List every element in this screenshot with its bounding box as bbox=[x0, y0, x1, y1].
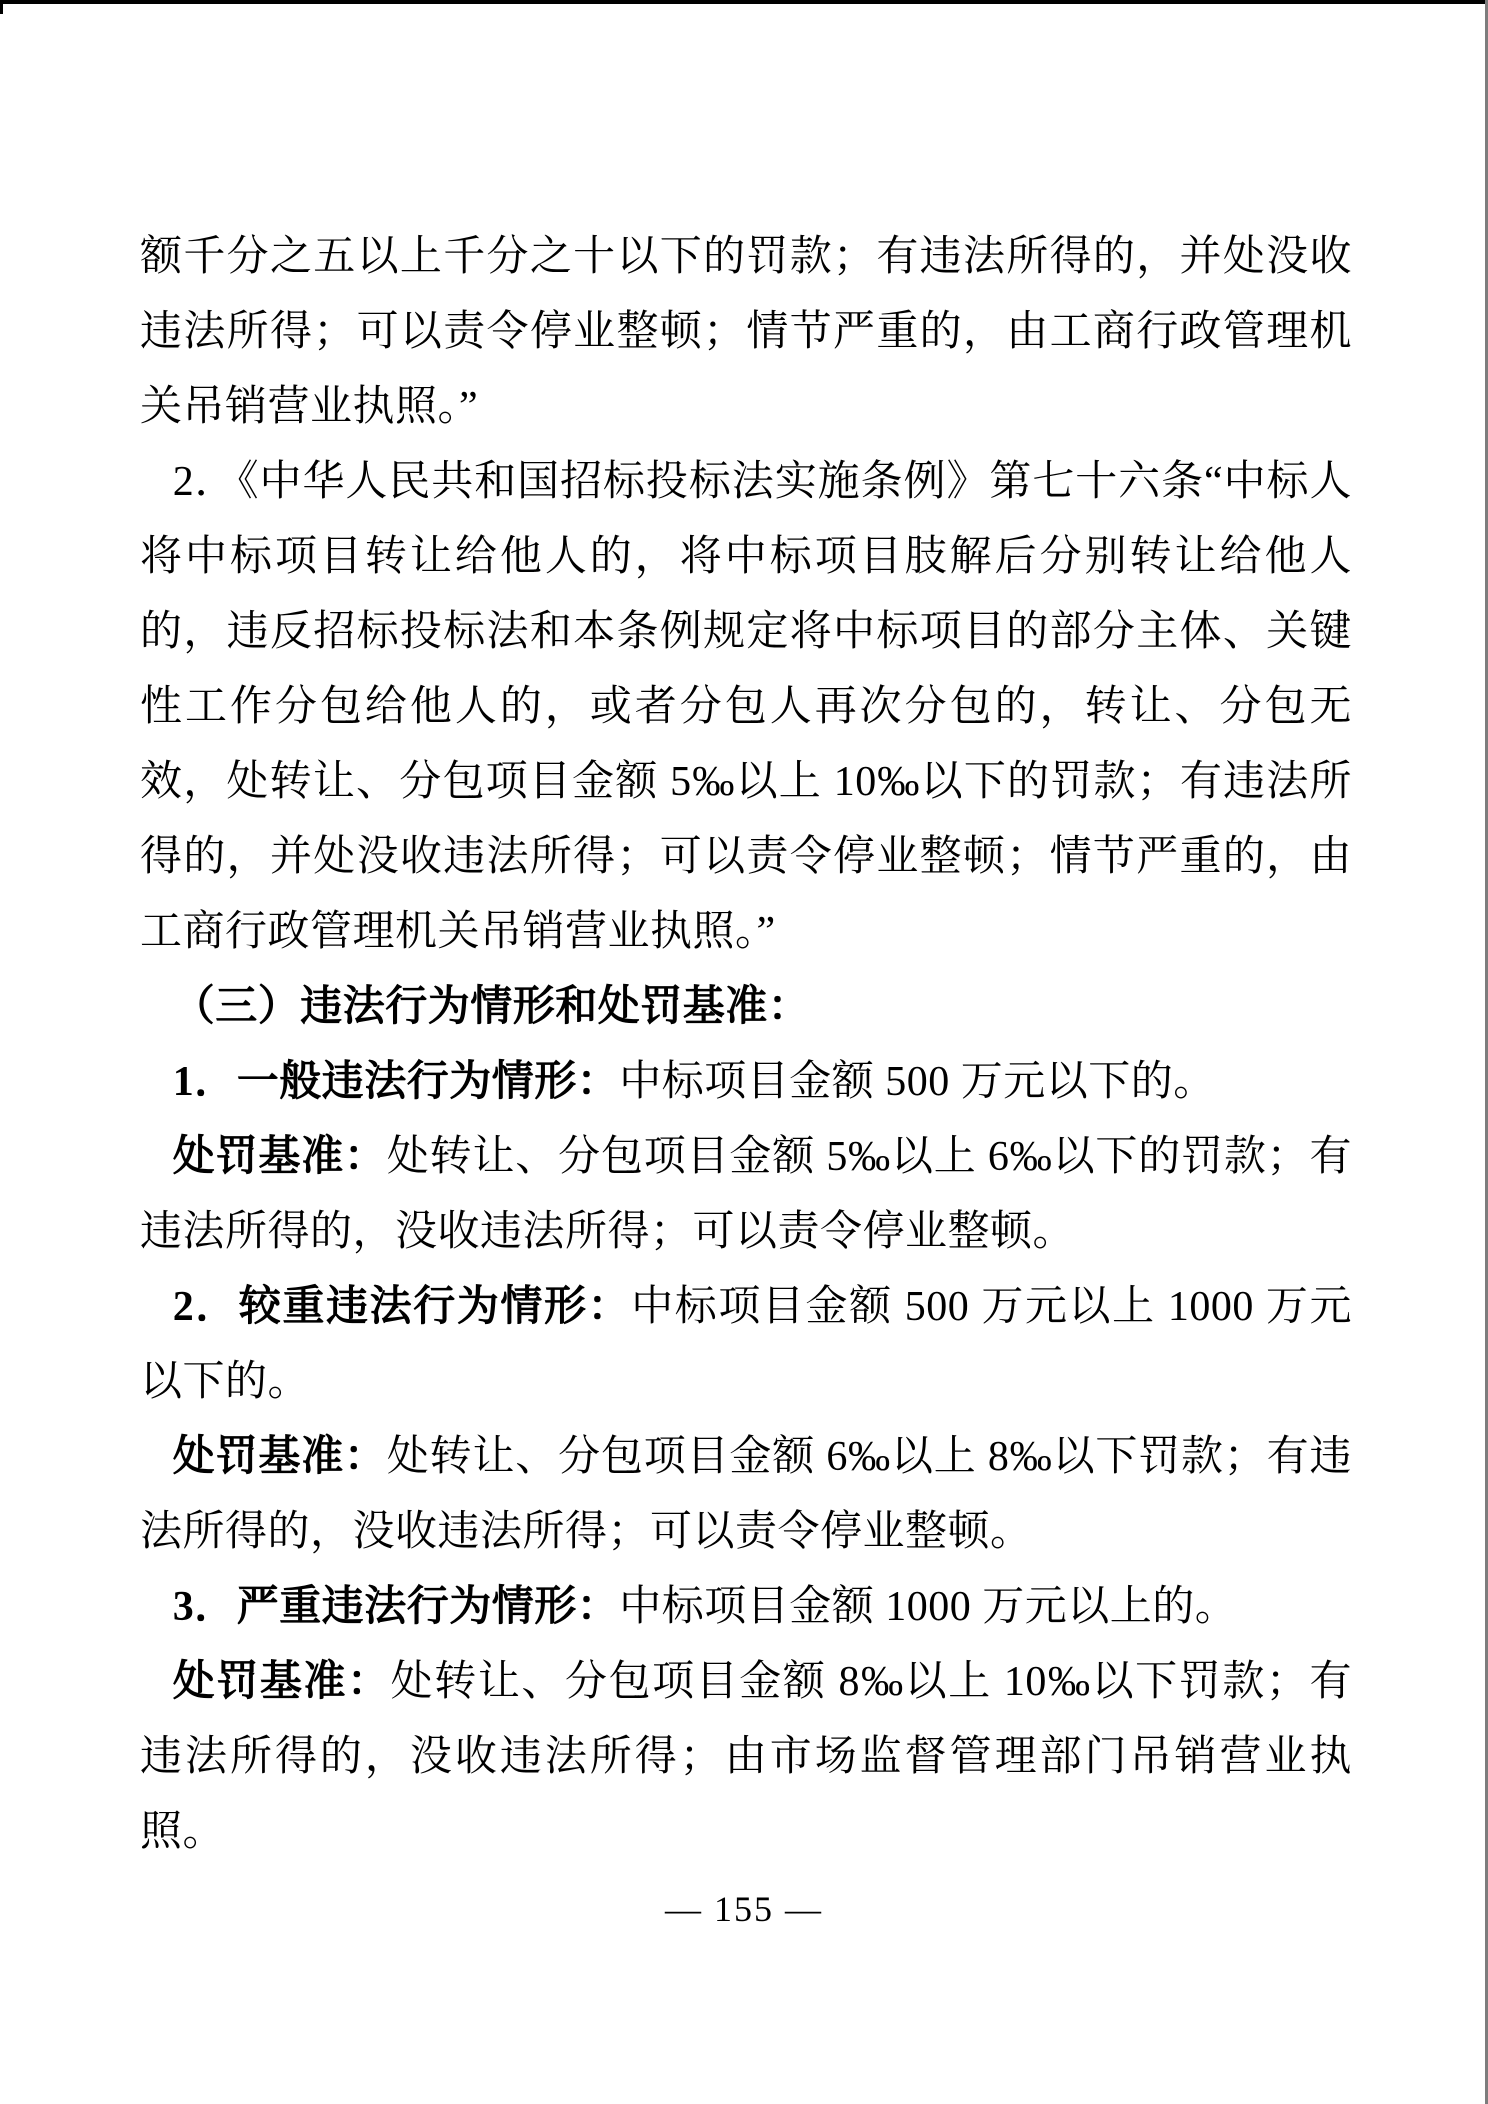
paragraph-text: 中标项目金额 500 万元以下的。 bbox=[619, 1059, 1216, 1105]
paragraph-item-3 bbox=[140, 1570, 1352, 1645]
paragraph-penalty-2 bbox=[140, 1420, 1352, 1570]
item-label: 处罚基准： bbox=[172, 1434, 387, 1480]
item-label: 1．一般违法行为情形： bbox=[172, 1059, 620, 1105]
paragraph-item-2 bbox=[140, 1270, 1352, 1420]
paragraph-penalty-1 bbox=[140, 1120, 1352, 1270]
paragraph-text: 处转让、分包项目金额 6‰以上 8‰以下罚款；有违法所得的，没收违法所得；可以责令停业整顿。 bbox=[140, 1434, 1352, 1555]
page-number-text: — 155 — bbox=[665, 1889, 823, 1929]
item-label: 处罚基准： bbox=[172, 1659, 391, 1705]
paragraph-text: 中标项目金额 500 万元以上 1000 万元以下的。 bbox=[140, 1284, 1352, 1405]
paragraph-text: 中标项目金额 1000 万元以上的。 bbox=[619, 1584, 1238, 1630]
item-label: 3．严重违法行为情形： bbox=[172, 1584, 620, 1630]
paragraph-text: 额千分之五以上千分之十以下的罚款；有违法所得的，并处没收违法所得；可以责令停业整顿；情节严重的，由工商行政管理机关吊销营业执照。” bbox=[140, 234, 1352, 430]
page-left-border-tick bbox=[0, 0, 3, 14]
item-label: 处罚基准： bbox=[172, 1134, 387, 1180]
item-label: 2．较重违法行为情形： bbox=[172, 1284, 632, 1330]
document-body bbox=[140, 220, 1352, 1870]
page-top-border bbox=[0, 0, 1488, 4]
paragraph-continuation bbox=[140, 220, 1352, 445]
section-heading-text: （三）违法行为情形和处罚基准： bbox=[172, 984, 811, 1030]
paragraph-text: 处转让、分包项目金额 5‰以上 6‰以下的罚款；有违法所得的，没收违法所得；可以责令停业整顿。 bbox=[140, 1134, 1352, 1255]
paragraph-item-1 bbox=[140, 1045, 1352, 1120]
paragraph-text: 处转让、分包项目金额 8‰以上 10‰以下罚款；有违法所得的，没收违法所得；由市场监督管理部门吊销营业执照。 bbox=[140, 1659, 1352, 1855]
paragraph-clause-2 bbox=[140, 445, 1352, 970]
paragraph-penalty-3 bbox=[140, 1645, 1352, 1870]
page-number bbox=[0, 1872, 1488, 1947]
paragraph-text: 2．《中华人民共和国招标投标法实施条例》第七十六条“中标人将中标项目转让给他人的，将中标项目肢解后分别转让给他人的，违反招标投标法和本条例规定将中标项目的部分主体、关键性工作分包给他人的，或者分包人再次分包的，转让、分包无效，处转让、分包项目金额 5‰以上 10‰以下的罚款；有违法所得的，并处没收违法所得；可以责令停业整顿；情节严重的，由工商行政管理机关吊销营业执照。” bbox=[140, 459, 1352, 955]
section-heading bbox=[140, 970, 1352, 1045]
